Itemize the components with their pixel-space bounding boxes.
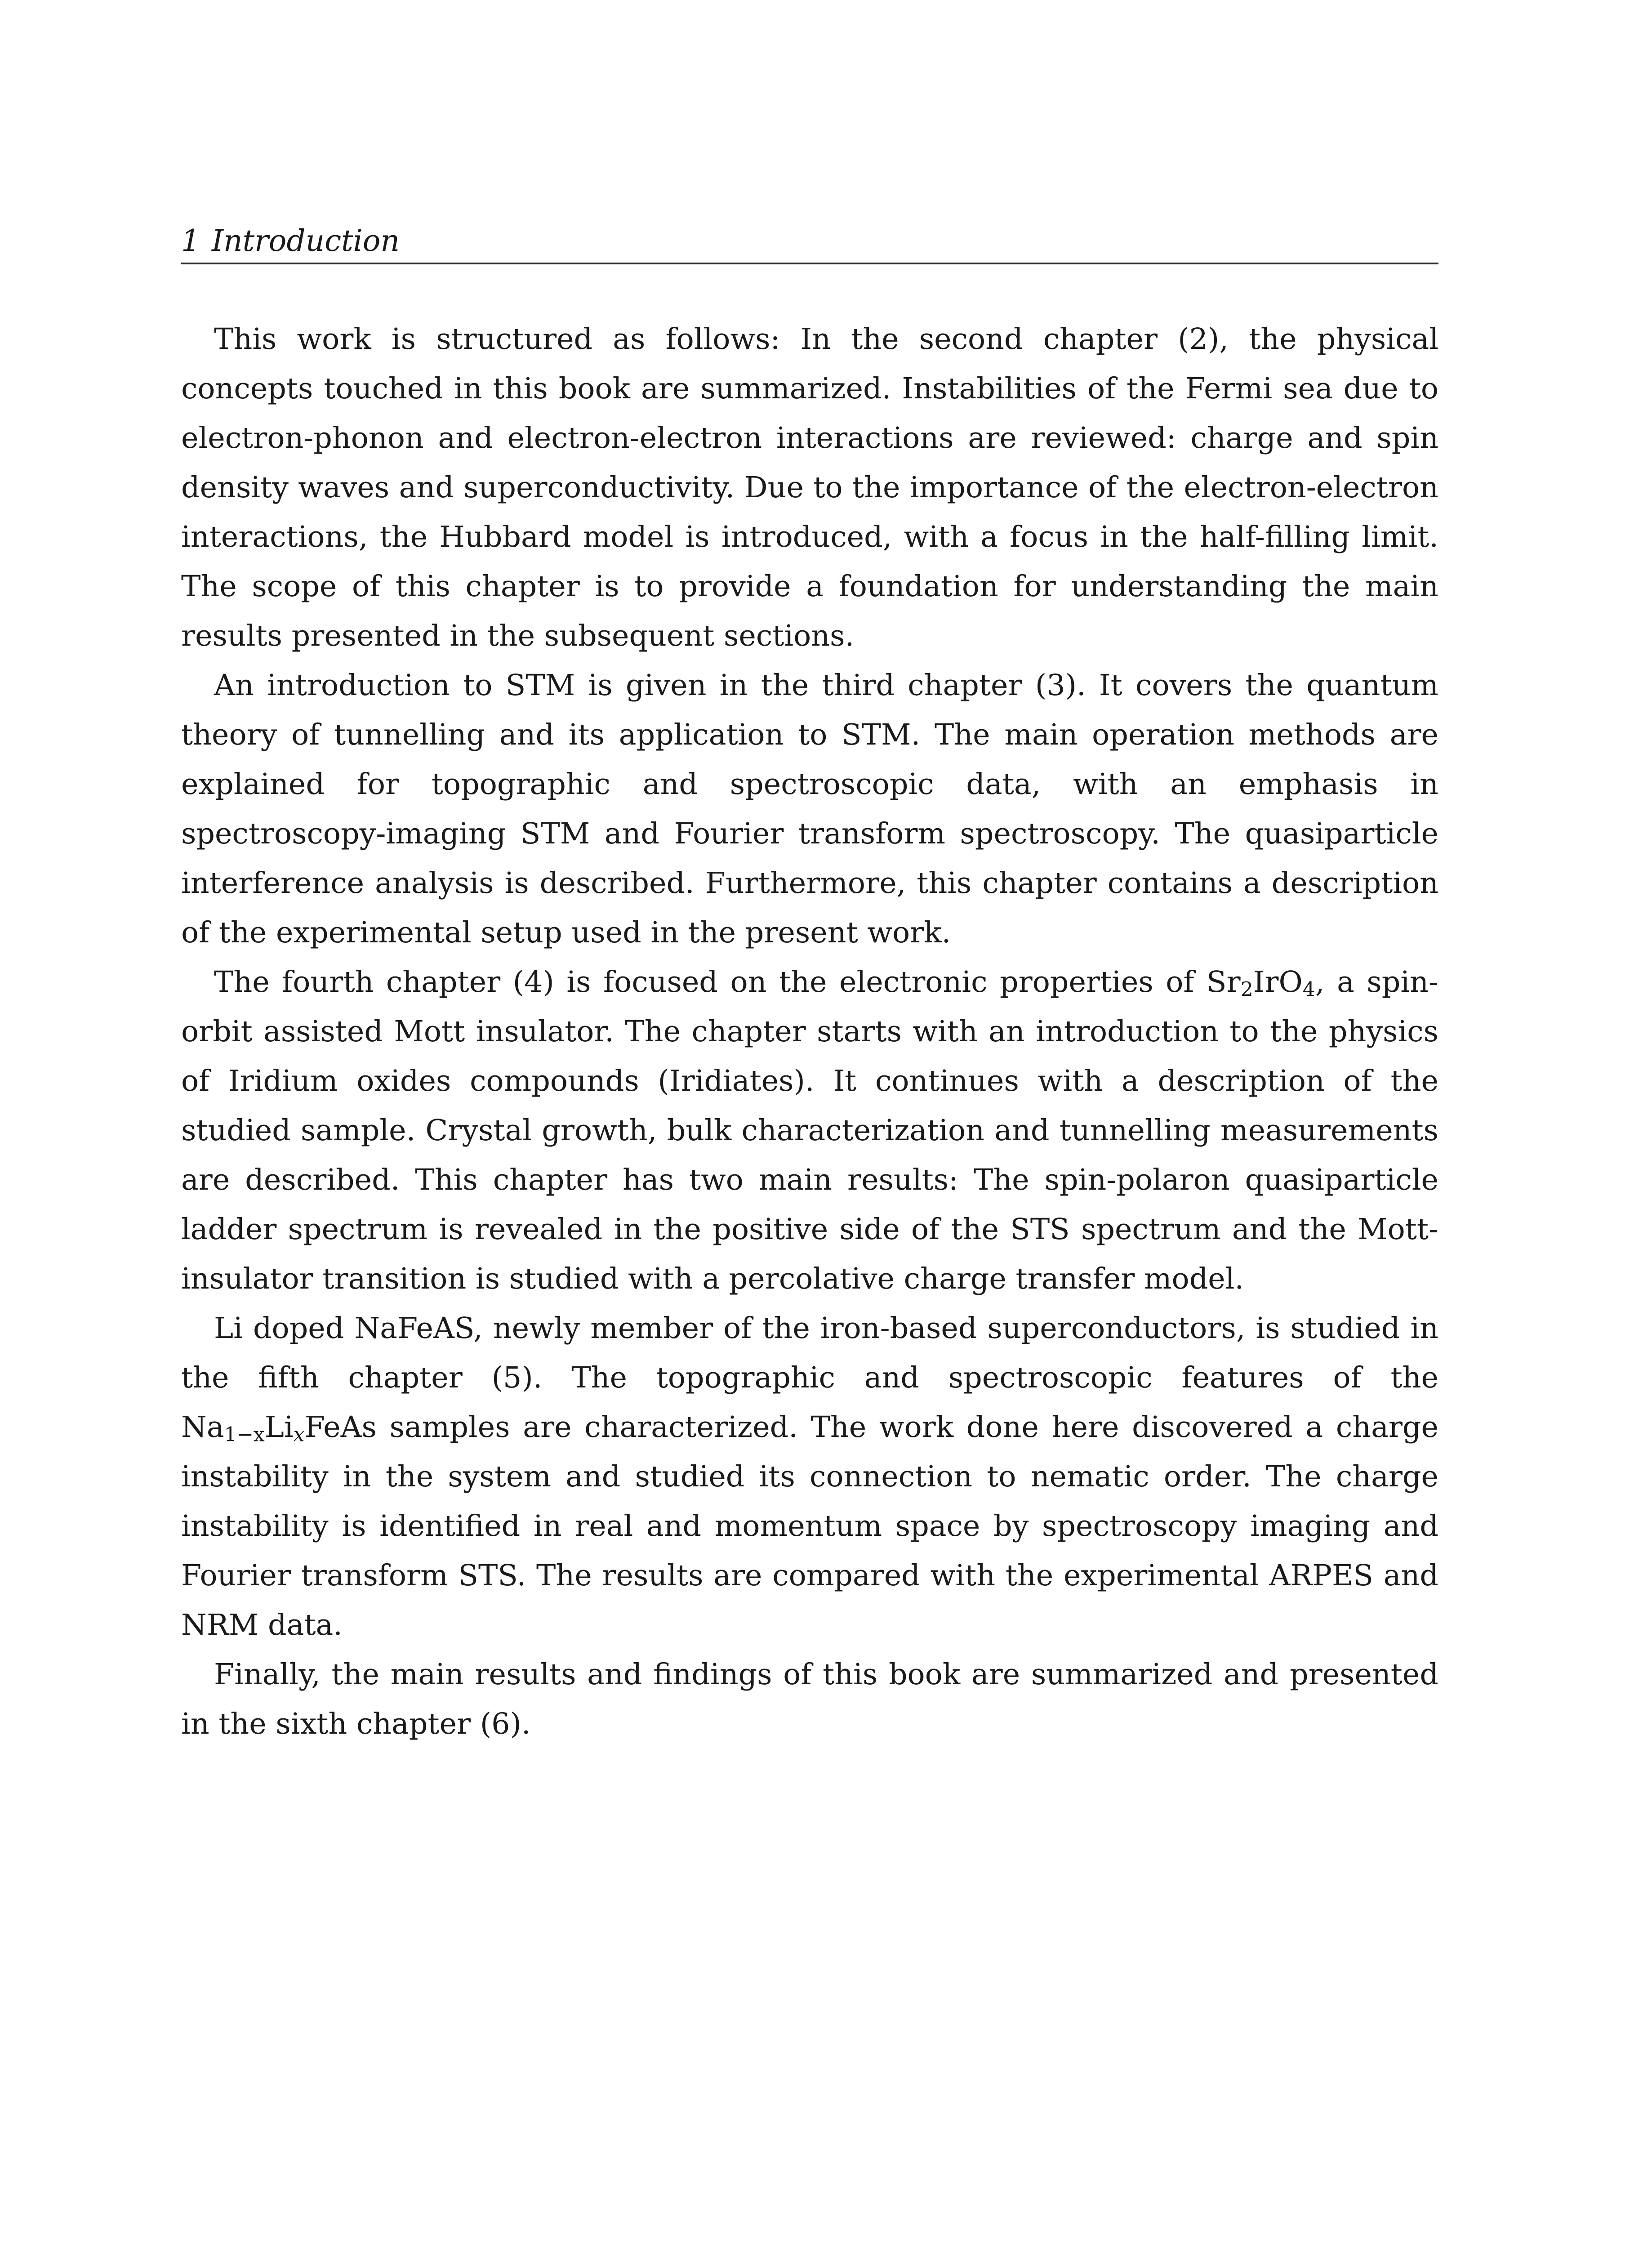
chapter-heading xyxy=(181,223,400,259)
formula-element-sr: Sr xyxy=(1207,965,1241,999)
formula-subscript: 4 xyxy=(1302,978,1315,1001)
paragraph-text-end: , a spin-orbit assisted Mott insulator. The chapter starts with an introduction to the physics of Iridium oxides compounds (Iridiates). It continues with a description of the studied sample. Crystal growth, bulk characterization and tunnelling measurements are described. This chapter has two main results: The spin-polaron quasiparticle ladder spectrum is revealed in the positive side of the STS spectrum and the Mott-insulator transition is studied with a percolative charge transfer model. xyxy=(181,965,1438,1296)
formula-subscript: x xyxy=(293,1423,305,1446)
chemical-formula-sr2iro4 xyxy=(1207,965,1315,999)
formula-element-iro: IrO xyxy=(1253,965,1303,999)
header-rule xyxy=(181,263,1438,264)
formula-subscript: 2 xyxy=(1240,978,1253,1001)
paragraph-text-start: The fourth chapter (4) is focused on the electronic properties of xyxy=(214,965,1207,999)
paragraph-structure: This work is structured as follows: In the second chapter (2), the physical concepts touched in this book are summarized. Instabilities of the Fermi sea due to electron-phonon and electron-electron interactions are reviewed: charge and spin density waves and superconductivity. Due to the importance of the electron-electron interactions, the Hubbard model is introduced, with a focus in the half-filling limit. The scope of this chapter is to provide a foundation for understanding the main results presented in the subsequent sections. xyxy=(181,322,1438,653)
running-header xyxy=(181,219,1438,264)
paragraph-summary: Finally, the main results and findings of this book are summarized and presented in the sixth chapter (6). xyxy=(181,1658,1438,1741)
formula-element-feas: FeAs xyxy=(304,1410,377,1444)
paragraph-stm-intro: An introduction to STM is given in the third chapter (3). It covers the quantum theory of tunnelling and its application to STM. The main operation methods are explained for topographic and spectroscopic data, with an emphasis in spectroscopy-imaging STM and Fourier transform spectroscopy. The quasiparticle interference analysis is described. Furthermore, this chapter contains a description of the experimental setup used in the present work. xyxy=(181,669,1438,950)
chapter-number: 1 xyxy=(181,223,200,258)
chapter-title: Introduction xyxy=(212,223,400,258)
paragraph-sr2iro4 xyxy=(181,958,1438,1304)
main-text xyxy=(181,315,1438,1749)
formula-element-li: Li xyxy=(264,1410,294,1444)
paragraph-nafeas xyxy=(181,1304,1438,1650)
formula-element-na: Na xyxy=(181,1410,224,1444)
chemical-formula-nalifeas xyxy=(181,1410,377,1444)
formula-subscript: 1−x xyxy=(224,1423,265,1446)
paragraph-text-end: samples are characterized. The work done here discovered a charge instability in the system and studied its connection to nematic order. The charge instability is identified in real and momentum space by spectroscopy imaging and Fourier transform STS. The results are compared with the experimental ARPES and NRM data. xyxy=(181,1410,1438,1642)
paragraph-text-start: Li doped NaFeAS, newly member of the iron-based superconductors, is studied in the fifth chapter (5). The topographic and spectroscopic features of the xyxy=(181,1311,1438,1395)
